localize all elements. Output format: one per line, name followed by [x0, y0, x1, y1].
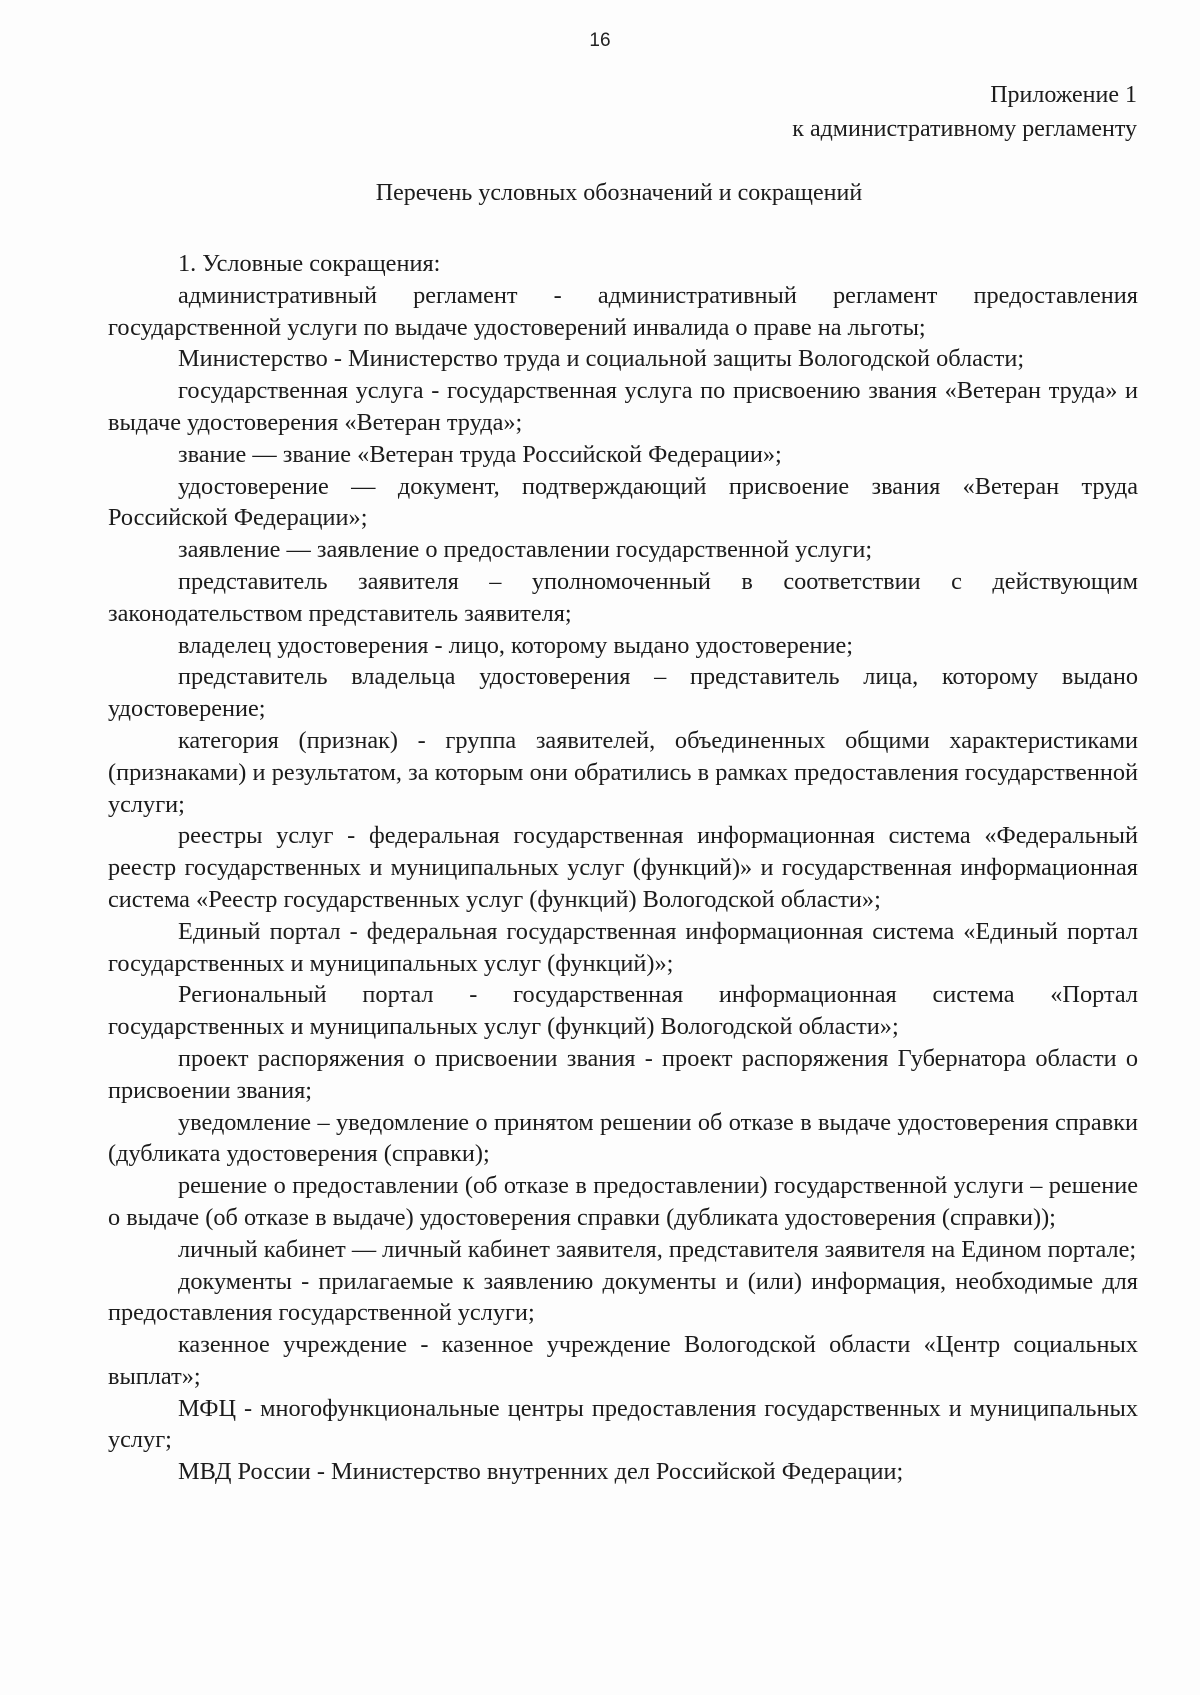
- definition-paragraph: МФЦ - многофункциональные центры предоставления государственных и муниципальных услуг;: [108, 1394, 1138, 1454]
- document-title: Перечень условных обозначений и сокращений: [375, 180, 863, 206]
- appendix-header: [792, 78, 1137, 146]
- definition-paragraph: удостоверение — документ, подтверждающий присвоение звания «Ветеран труда Российской Федерации»;: [108, 472, 1138, 532]
- definition-paragraph: казенное учреждение - казенное учреждение Вологодской области «Центр социальных выплат»;: [108, 1331, 1138, 1390]
- definition-paragraph: уведомление – уведомление о принятом решении об отказе в выдаче удостоверения справки (дубликата удостоверения (справки);: [108, 1108, 1138, 1168]
- definition-paragraph: Региональный портал - государственная информационная система «Портал государственных и муниципальных услуг (функций) Вологодской области»;: [108, 981, 1138, 1041]
- definition-paragraph: Единый портал - федеральная государственная информационная система «Единый портал государственных и муниципальных услуг (функций)»;: [108, 917, 1138, 977]
- appendix-line-2: к административному регламенту: [792, 116, 1137, 142]
- section-heading: 1. Условные сокращения:: [178, 250, 441, 277]
- definition-paragraph: реестры услуг - федеральная государственная информационная система «Федеральный реестр государственных и муниципальных услуг (функций)» и государственная информационная система «Реестр государственных услуг (функций) Вологодской области»;: [108, 822, 1138, 913]
- definition-paragraph: МВД России - Министерство внутренних дел Российской Федерации;: [178, 1458, 904, 1486]
- definition-paragraph: звание — звание «Ветеран труда Российской Федерации»;: [178, 440, 782, 468]
- definition-paragraph: государственная услуга - государственная услуга по присвоению звания «Ветеран труда» и выдаче удостоверения «Ветеран труда»;: [108, 377, 1138, 436]
- page-number: 16: [589, 30, 611, 51]
- definition-paragraph: представитель заявителя – уполномоченный в соответствии с действующим законодательством представитель заявителя;: [108, 567, 1138, 627]
- appendix-line-1: Приложение 1: [990, 82, 1137, 108]
- definition-paragraph: представитель владельца удостоверения – представитель лица, которому выдано удостоверение;: [108, 663, 1138, 723]
- definition-paragraph: административный регламент - административный регламент предоставления государственной услуги по выдаче удостоверений инвалида о праве на льготы;: [108, 281, 1138, 341]
- definition-paragraph: проект распоряжения о присвоении звания - проект распоряжения Губернатора области о присвоении звания;: [108, 1044, 1138, 1104]
- definition-paragraph: решение о предоставлении (об отказе в предоставлении) государственной услуги – решение о выдаче (об отказе в выдаче) удостоверения справки (дубликата удостоверения (справки));: [108, 1172, 1138, 1231]
- definition-paragraph: личный кабинет — личный кабинет заявителя, представителя заявителя на Едином портале;: [178, 1235, 1137, 1263]
- definition-paragraph: Министерство - Министерство труда и социальной защиты Вологодской области;: [178, 345, 1025, 373]
- definitions-body: [108, 248, 1138, 1488]
- definition-paragraph: документы - прилагаемые к заявлению документы и (или) информация, необходимые для предоставления государственной услуги;: [108, 1267, 1138, 1327]
- definition-paragraph: категория (признак) - группа заявителей, объединенных общими характеристиками (признаками) и результатом, за которым они обратились в рамках предоставления государственной услуги;: [108, 726, 1138, 818]
- definition-paragraph: владелец удостоверения - лицо, которому выдано удостоверение;: [178, 631, 854, 659]
- definition-paragraph: заявление — заявление о предоставлении государственной услуги;: [178, 536, 873, 564]
